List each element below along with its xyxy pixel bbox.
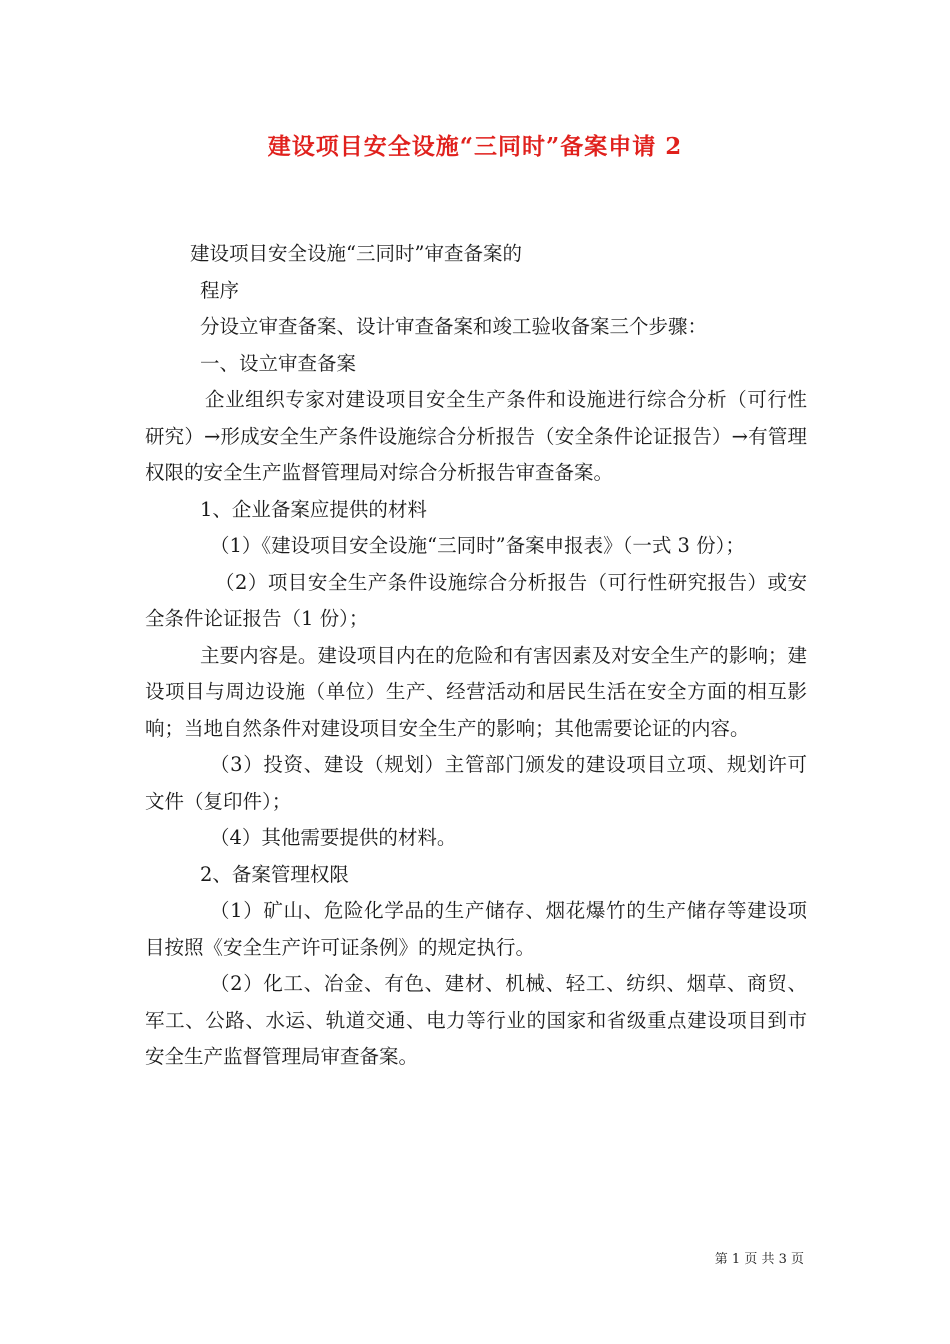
- subsection-heading-materials: 1、企业备案应提供的材料: [200, 497, 427, 521]
- list-item-material-3: （3）投资、建设（规划）主管部门颁发的建设项目立项、规划许可文件（复印件）；: [145, 753, 807, 813]
- paragraph-steps-intro: 分设立审查备案、设计审查备案和竣工验收备案三个步骤：: [200, 315, 708, 338]
- paragraph-main-content: 主要内容是。建设项目内在的危险和有害因素及对安全生产的影响；建设项目与周边设施（单位）生产、经营活动和居民生活在安全方面的相互影响；当地自然条件对建设项目安全生产的影响；其他需要论证的内容。: [145, 643, 807, 740]
- list-item-material-4: （4）其他需要提供的材料。: [210, 826, 457, 849]
- document-body: [145, 236, 807, 1076]
- document-title: 建设项目安全设施“三同时”备案申请 2: [267, 133, 683, 160]
- paragraph-heading-line2: 程序: [200, 278, 240, 302]
- subsection-heading-authority: 2、备案管理权限: [200, 862, 349, 886]
- list-item-authority-1: （1）矿山、危险化学品的生产储存、烟花爆竹的生产储存等建设项目按照《安全生产许可证条例》的规定执行。: [145, 899, 807, 959]
- paragraph-heading-line1: 建设项目安全设施“三同时”审查备案的: [190, 242, 522, 265]
- section-heading-establishment: 一、设立审查备案: [200, 351, 357, 375]
- list-item-material-2: （2）项目安全生产条件设施综合分析报告（可行性研究报告）或安全条件论证报告（1 份）；: [145, 570, 807, 630]
- paragraph-establishment-process: 企业组织专家对建设项目安全生产条件和设施进行综合分析（可行性研究）→形成安全生产条件设施综合分析报告（安全条件论证报告）→有管理权限的安全生产监督管理局对综合分析报告审查备案。: [145, 388, 807, 484]
- page-number-footer: 第 1 页 共 3 页: [714, 1252, 804, 1267]
- list-item-authority-2: （2）化工、冶金、有色、建材、机械、轻工、纺织、烟草、商贸、军工、公路、水运、轨道交通、电力等行业的国家和省级重点建设项目到市安全生产监督管理局审查备案。: [145, 972, 807, 1068]
- list-item-material-1: （1）《建设项目安全设施“三同时”备案申报表》（一式 3 份）；: [210, 534, 745, 557]
